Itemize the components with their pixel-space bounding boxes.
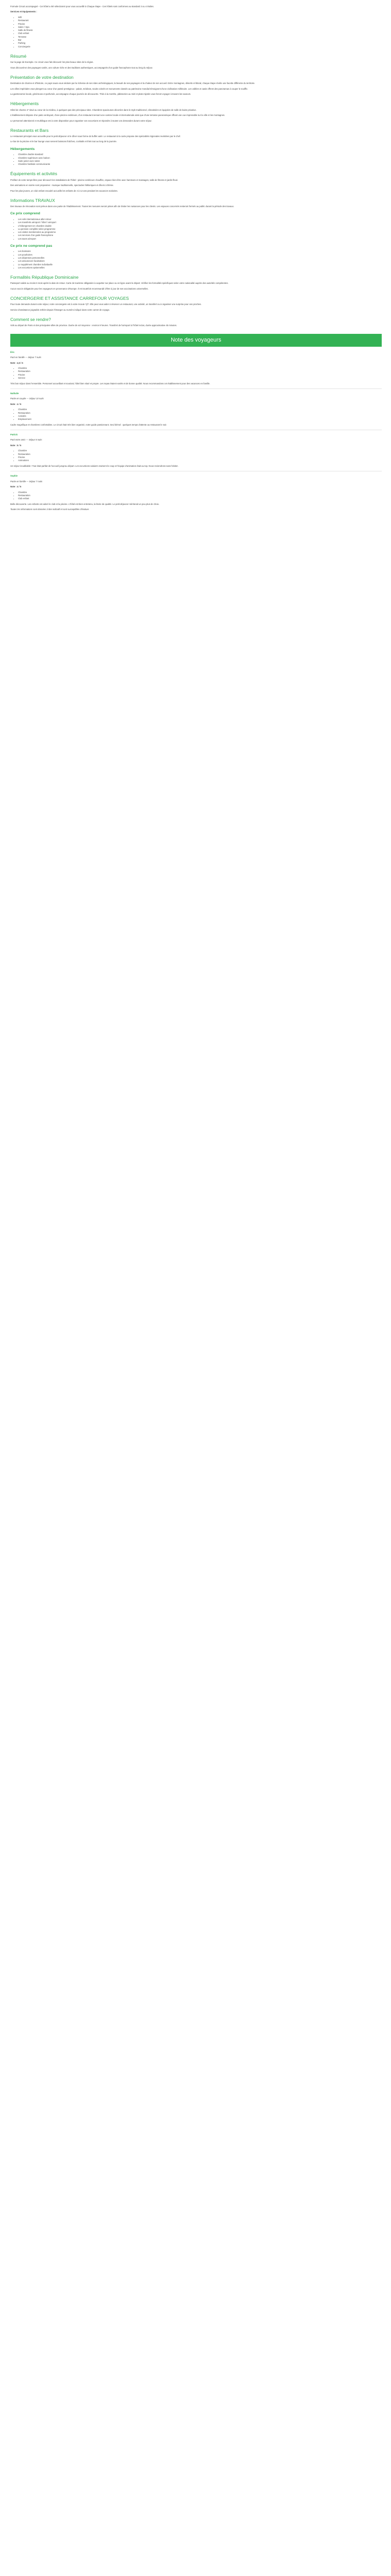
divider bbox=[10, 388, 382, 389]
paragraph: Hôtel de charme 4* situé au cœur de la médina, à quelques pas des principaux sites. Chambres spacieuses décorées dans le style traditionnel, climatisées et équipées de salle de bains privative. bbox=[10, 108, 197, 111]
section-title-destination: Présentation de votre destination bbox=[10, 74, 74, 80]
list-item: • Chambre supérieure avec balcon bbox=[18, 157, 382, 160]
list-item: • Service bbox=[18, 377, 382, 380]
review-meta: Parti entre amis — Séjour 8 nuits bbox=[10, 438, 42, 442]
paragraph: Service d'assistance joignable 24h/24 depuis l'étranger au numéro indiqué dans votre carnet de voyage. bbox=[10, 308, 110, 311]
review-criteria bbox=[10, 367, 382, 380]
paragraph: Destination de charme et d'histoire, ce pays saura vous séduire par la richesse de ses sites archéologiques, la beauté de ses paysages et la chaleur de son accueil. Entre montagnes, déserts et littoral, chaque étape révèle une facette différente du territoire. bbox=[10, 82, 255, 85]
list-item: • Restauration bbox=[18, 370, 382, 373]
review bbox=[10, 351, 382, 385]
review-text: Un séjour inoubliable ! Tout était parfait de l'accueil jusqu'au départ. Les excursions valaient vraiment le coup et l'équipe d'animation était au top. Nous reviendrons sans hésiter. bbox=[10, 464, 178, 467]
list-item: • Restauration bbox=[18, 412, 382, 415]
list-item: • Restauration bbox=[18, 494, 382, 497]
section-title-travaux: Informations TRAVAUX bbox=[10, 197, 55, 203]
section-title-resume: Résumé bbox=[10, 53, 27, 59]
review-meta: Parti en famille — Séjour 7 nuits bbox=[10, 356, 41, 359]
review-meta: Partie en couple — Séjour 10 nuits bbox=[10, 397, 44, 400]
intro-text: Formule Circuit accompagné - Cet hôtel a été sélectionné pour vous accueillir à Chaque étape - Ces hôtels sont conformes au standard 3 ou 4 étoiles. bbox=[10, 5, 154, 8]
review-meta: Partie en famille — Séjour 7 nuits bbox=[10, 480, 43, 483]
paragraph: Sur la page de Exemple. Ce circuit vous fait découvrir les plus beaux sites de la région. bbox=[10, 61, 94, 64]
section-title-equipements: Équipements et activités bbox=[10, 171, 57, 177]
paragraph: Pour les plus jeunes, un club enfant encadré accueille les enfants de 4 à 12 ans pendant les vacances scolaires. bbox=[10, 189, 118, 192]
list-item: • Bar bbox=[18, 39, 382, 42]
equipements-heading: Services et équipements : bbox=[10, 10, 37, 13]
list-item: • Activités bbox=[18, 415, 382, 418]
paragraph: Le personnel attentionné et multilingue est à votre disposition pour organiser vos excursions et répondre à toutes vos demandes durant votre séjour. bbox=[10, 119, 152, 122]
paragraph: Passeport valide au moins 6 mois après la date de retour. Carte de tourisme obligatoire à acquitter sur place ou en ligne avant le départ. Vérifiez les formalités spécifiques selon votre nationalité auprès des autorités compétentes. bbox=[10, 282, 229, 285]
list-item: • Piscine bbox=[18, 456, 382, 459]
list-item: • Les assurances facultatives bbox=[18, 260, 382, 263]
list-item: • Conciergerie bbox=[18, 45, 382, 48]
prix-inclus-title: Ce prix comprend bbox=[10, 212, 40, 216]
list-item: • Chambre bbox=[18, 491, 382, 494]
list-item: • Restaurant bbox=[18, 19, 382, 22]
review-criteria bbox=[10, 491, 382, 501]
list-item: • La pension complète selon programme bbox=[18, 228, 382, 231]
review-author: Patrick bbox=[10, 433, 18, 436]
review-author: Nathalie bbox=[10, 392, 19, 395]
list-item: • Les vols internationaux aller-retour bbox=[18, 218, 382, 221]
paragraph: Des animations en soirée sont proposées : musique traditionnelle, spectacles folkloriques et dîners à thème. bbox=[10, 184, 114, 187]
review-score: Note : 4 / 5 bbox=[10, 402, 22, 405]
list-item: • Les visites mentionnées au programme bbox=[18, 231, 382, 234]
review-text: Très bon séjour dans l'ensemble. Personnel accueillant et souriant, hôtel bien situé et propre. Les repas étaient variés et de bonne qualité. Nous recommandons cet établissement pour des vacances en famille. bbox=[10, 382, 210, 385]
list-item: • Chambre bbox=[18, 449, 382, 452]
room-list bbox=[10, 153, 382, 166]
prix-exclus-list bbox=[10, 250, 382, 269]
list-item: • Terrasse bbox=[18, 36, 382, 39]
list-item: • Parking bbox=[18, 42, 382, 45]
list-item: • Les taxes aéroport bbox=[18, 238, 382, 241]
list-item: • Emplacement bbox=[18, 418, 382, 421]
list-item: • Suite junior avec salon bbox=[18, 160, 382, 163]
section-title-restaurants: Restaurants et Bars bbox=[10, 127, 49, 133]
list-item: • Wifi bbox=[18, 16, 382, 19]
review bbox=[10, 433, 382, 468]
equipements-list bbox=[10, 16, 382, 48]
review-score: Note : 4,5 / 5 bbox=[10, 361, 23, 364]
list-item: • Les pourboires bbox=[18, 253, 382, 257]
review-criteria bbox=[10, 408, 382, 421]
list-item: • Salle de fitness bbox=[18, 29, 382, 32]
section-title-acces: Comment se rendre? bbox=[10, 317, 51, 323]
review-author: Sophie bbox=[10, 474, 18, 478]
paragraph: Vous découvrirez des paysages variés, une culture riche et des traditions authentiques, accompagnés d'un guide francophone tout au long du séjour. bbox=[10, 66, 153, 69]
list-item: • Animations bbox=[18, 459, 382, 462]
list-item: • Chambre double standard bbox=[18, 153, 382, 156]
review bbox=[10, 392, 382, 427]
list-item: • Club enfant bbox=[18, 497, 382, 500]
list-item: • Les transferts aéroport / hôtel / aéroport bbox=[18, 221, 382, 224]
list-item: • Le supplément chambre individuelle bbox=[18, 263, 382, 266]
review bbox=[10, 474, 382, 506]
list-item: • Salon / Spa bbox=[18, 26, 382, 29]
list-item: • Club enfant bbox=[18, 32, 382, 35]
paragraph: Pour toute demande durant votre séjour, notre conciergerie est à votre écoute 7j/7. Elle peut vous aider à réserver un restaurant, une activité, un transfert ou à organiser une surprise pour vos proches. bbox=[10, 303, 202, 306]
review-score: Note : 4 / 5 bbox=[10, 485, 22, 488]
document bbox=[10, 5, 382, 514]
subsection-title: Hébergements bbox=[10, 147, 35, 151]
paragraph: Le restaurant principal vous accueille pour le petit déjeuner et le dîner sous forme de buffet varié. Le restaurant à la carte propose des spécialités régionales revisitées par le chef. bbox=[10, 135, 181, 138]
review-score: Note : 5 / 5 bbox=[10, 444, 22, 447]
list-item: • Les boissons bbox=[18, 250, 382, 253]
paragraph: Les villes impériales vous plongent au cœur d'un passé prestigieux : palais, médinas, souks colorés et monuments classés au patrimoine mondial témoignent d'une civilisation millénaire. Les vallées et oasis offrent des panoramas à couper le souffle. bbox=[10, 87, 248, 90]
list-item: • Chambre bbox=[18, 408, 382, 411]
reviews-banner: Note des voyageurs bbox=[10, 334, 382, 347]
review-criteria bbox=[10, 449, 382, 462]
paragraph: Le bar de la piscine et le bar lounge vous servent boissons fraîches, cocktails et thés tout au long de la journée. bbox=[10, 140, 117, 143]
prix-exclus-title: Ce prix ne comprend pas bbox=[10, 244, 53, 248]
list-item: • Piscine bbox=[18, 23, 382, 26]
section-title-hebergements: Hébergements bbox=[10, 101, 39, 107]
paragraph: Profitez de votre temps libre pour découvrir les installations de l'hôtel : piscine extérieure chauffée, espace bien-être avec hammam et massages, salle de fitness et jardin fleuri. bbox=[10, 178, 178, 181]
review-text: Belle découverte. Les enfants ont adoré le club et la piscine. L'hôtel est bien entretenu, la literie de qualité. Le petit déjeuner mériterait un peu plus de choix. bbox=[10, 502, 159, 505]
list-item: • Les excursions optionnelles bbox=[18, 266, 382, 269]
list-item: • Les services d'un guide francophone bbox=[18, 234, 382, 237]
list-item: • Restauration bbox=[18, 453, 382, 456]
section-title-conciergerie: CONCIERGERIE ET ASSISTANCE CARREFOUR VOYAGES bbox=[10, 296, 129, 301]
list-item: • Chambre bbox=[18, 367, 382, 370]
paragraph: La gastronomie locale, généreuse et parfumée, accompagne chaque journée de découverte. Thés à la menthe, pâtisseries au miel et plats mijotés vous feront voyager à travers les saveurs. bbox=[10, 93, 191, 96]
section-title-formalites: Formalités République Dominicaine bbox=[10, 275, 79, 280]
paragraph: L'établissement dispose d'un patio verdoyant, d'une piscine extérieure, d'un restaurant servant une cuisine locale et internationale ainsi que d'une terrasse panoramique offrant une vue imprenable sur la ville et les montagnes. bbox=[10, 114, 225, 117]
paragraph: Vols au départ de Paris et des principales villes de province. Durée de vol moyenne : environ 9 heures. Transfert de l'aéroport à l'hôtel inclus, durée approximative 45 minutes. bbox=[10, 324, 177, 327]
footer-note: Toutes les informations sont données à titre indicatif et sont susceptibles d'évoluer. bbox=[10, 508, 90, 511]
list-item: • Les dépenses personnelles bbox=[18, 257, 382, 260]
review-author: Éric bbox=[10, 350, 14, 353]
paragraph: Des travaux de rénovation sont prévus dans une partie de l'établissement. Toutes les mesures seront prises afin de limiter les nuisances pour les clients. Les espaces concernés resteront fermés au public durant la période des travaux. bbox=[10, 205, 234, 208]
review-text: Cadre magnifique et chambres confortables. Le circuit était très bien organisé, notre guide passionnant. Seul bémol : quelques temps d'attente au restaurant le soir. bbox=[10, 423, 167, 426]
list-item: • L'hébergement en chambre double bbox=[18, 225, 382, 228]
prix-inclus-list bbox=[10, 218, 382, 241]
list-item: • Piscine bbox=[18, 374, 382, 377]
paragraph: Aucun vaccin obligatoire pour les voyageurs en provenance d'Europe. Il est toutefois recommandé d'être à jour de ses vaccinations universelles. bbox=[10, 287, 149, 290]
list-item: • Chambre familiale communicante bbox=[18, 163, 382, 166]
